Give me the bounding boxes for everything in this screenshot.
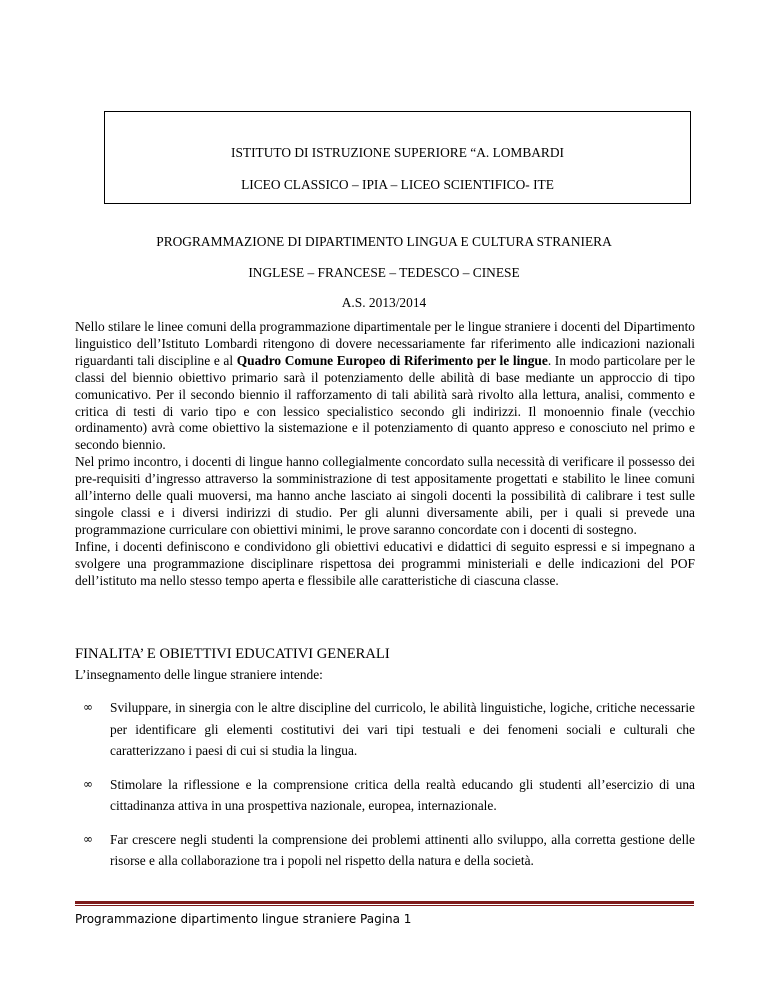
school-header-box <box>104 111 691 204</box>
list-item-text: Sviluppare, in sinergia con le altre discipline del curricolo, le abilità linguistiche, logiche, critiche necessarie per identificare gli elementi costitutivi dei vari tipi testuali e dei fenomeni sociali e culturali che caratterizzano i paesi di cui si studia la lingua. <box>110 700 695 758</box>
infinity-bullet-icon: ∞ <box>83 700 93 714</box>
infinity-bullet-icon: ∞ <box>83 776 93 791</box>
school-branches: LICEO CLASSICO – IPIA – LICEO SCIENTIFICO- ITE <box>241 177 554 192</box>
intro-paragraph-1-end: . In modo particolare per le classi del biennio obiettivo primario sarà il potenziamento delle abilità di base mediante un approccio di tipo comunicativo. Per il secondo biennio il rafforzamento di tali abilità sarà rivolto alla lettura, analisi, commento e critica di testi di vario tipo e con lessico specialistico secondo gli indirizzi. Il monoennio finale (vecchio ordinamento) avrà come obiettivo la sistemazione e il potenziamento di quanto appreso e conosciuto nel primo e secondo biennio. <box>75 352 696 453</box>
list-item-text: Stimolare la riflessione e la comprensione critica della realtà educando gli studenti all’esercizio di una cittadinanza attiva in una prospettiva nazionale, europea, internazionale. <box>110 776 695 813</box>
intro-paragraph-1-start: Nello stilare le linee comuni della programmazione dipartimentale per le lingue straniere i docenti del Dipartimento linguistico dell’Istituto Lombardi ritengono di dovere necessariamente far riferimento alle indicazioni nazionali riguardanti tali discipline e al <box>75 319 695 368</box>
intro-text <box>75 319 695 590</box>
footer-divider-thin <box>75 905 694 906</box>
intro-paragraph-2: Nel primo incontro, i docenti di lingue hanno collegialmente concordato sulla necessità di verificare il possesso dei pre-requisiti d’ingresso attraverso la somministrazione di test appositamente progettati e stabilito le linee comuni all’interno delle quali muoversi, ma hanno anche lasciato ai singoli docenti la possibilità di calibrare i test sulle singole classi e i diversi indirizzi di studio. Per gli alunni diversamente abili, per i quali si prevede una programmazione curriculare con obiettivi minimi, le prove saranno concordate con i docenti di sostegno. <box>75 454 695 537</box>
document-title: PROGRAMMAZIONE DI DIPARTIMENTO LINGUA E CULTURA STRANIERA <box>156 234 612 249</box>
section-heading: FINALITA’ E OBIETTIVI EDUCATIVI GENERALI <box>75 646 390 662</box>
list-item <box>75 829 695 872</box>
intro-paragraph-3: Infine, i docenti definiscono e condividono gli obiettivi educativi e didattici di seguito espressi e si impegnano a svolgere una programmazione disciplinare rispettosa dei programmi ministeriali e delle indicazioni del POF dell’istituto ma nello stesso tempo aperta e flessibile alle caratteristiche di ciascuna classe. <box>75 538 695 588</box>
infinity-bullet-icon: ∞ <box>83 831 93 846</box>
cefr-reference: Quadro Comune Europeo di Riferimento per le lingue <box>236 352 548 368</box>
intro-paragraph-1 <box>75 319 695 454</box>
school-year: A.S. 2013/2014 <box>341 295 427 310</box>
footer-divider <box>75 901 694 904</box>
school-name: ISTITUTO DI ISTRUZIONE SUPERIORE “A. LOMBARDI <box>230 145 564 160</box>
page-footer: Programmazione dipartimento lingue straniere Pagina 1 <box>75 912 412 926</box>
section-lead: L’insegnamento delle lingue straniere intende: <box>75 667 323 682</box>
list-item <box>75 774 695 817</box>
languages-line: INGLESE – FRANCESE – TEDESCO – CINESE <box>248 265 520 280</box>
list-item-text: Far crescere negli studenti la comprensione dei problemi attinenti allo sviluppo, alla corretta gestione delle risorse e alla collaborazione tra i popoli nel rispetto della natura e della società. <box>110 831 695 868</box>
objectives-list <box>75 697 695 884</box>
list-item <box>75 697 695 762</box>
